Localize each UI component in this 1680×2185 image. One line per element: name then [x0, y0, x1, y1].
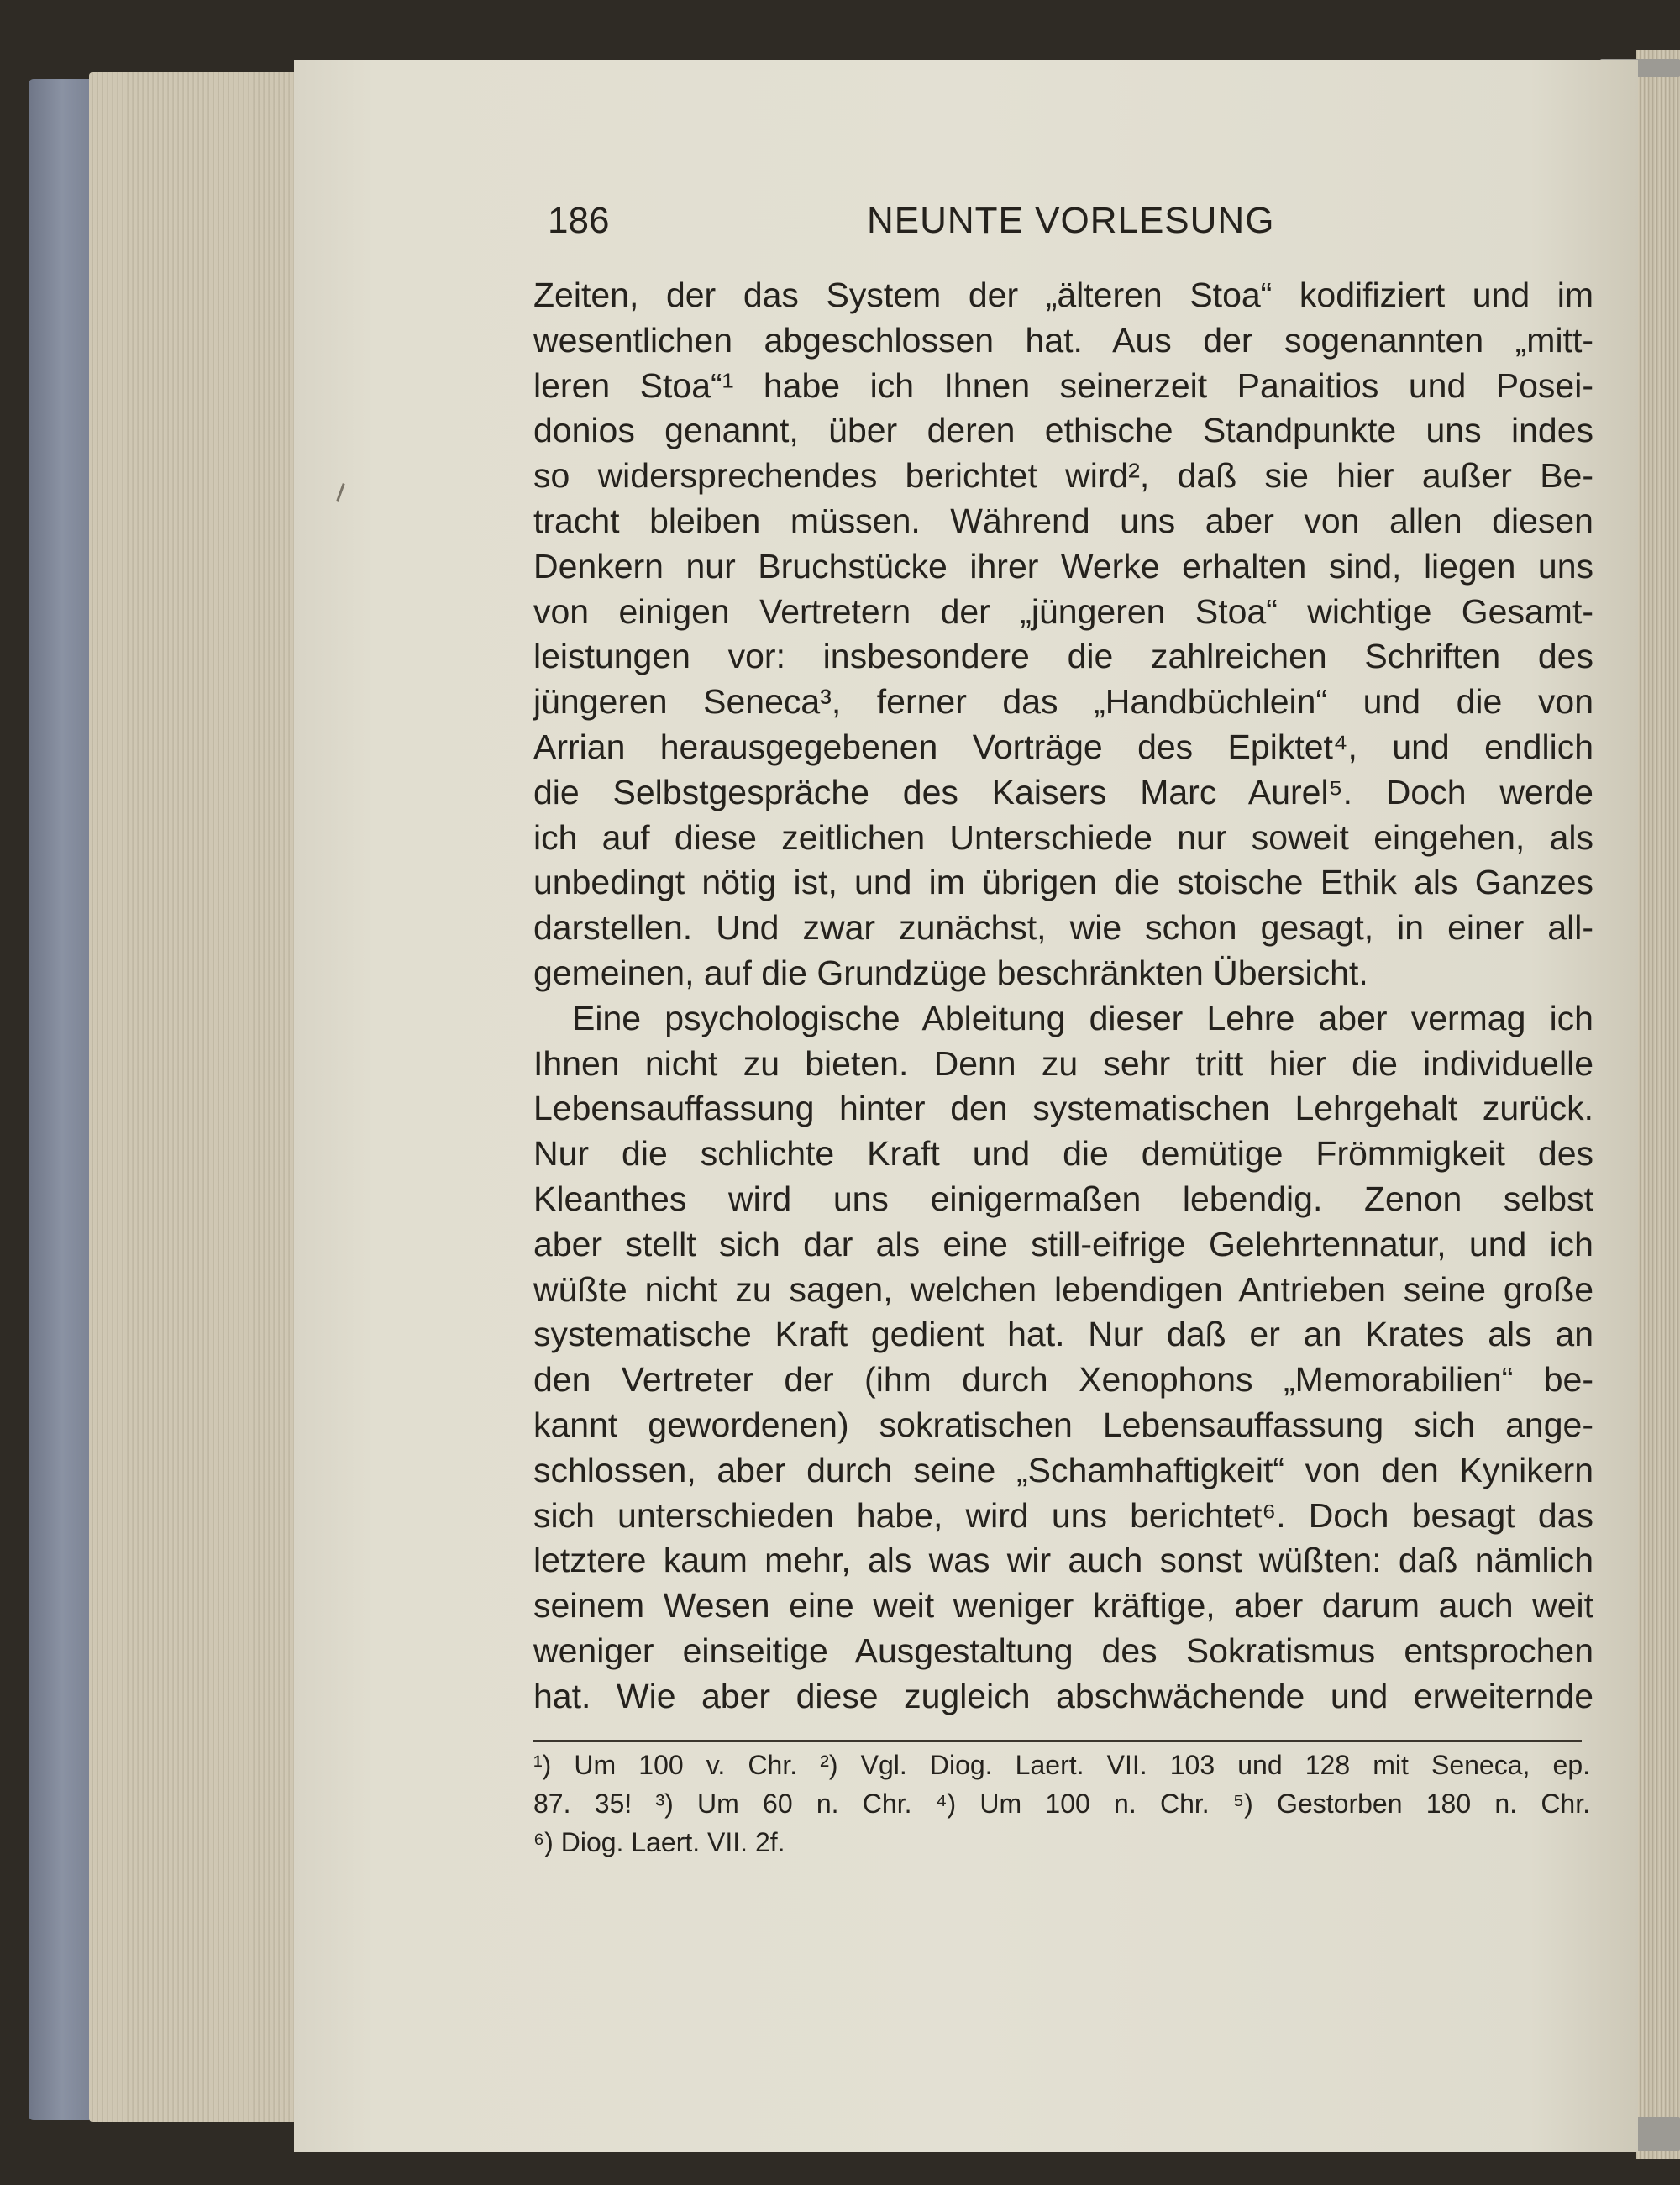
text-line: wesentlichen abgeschlossen hat. Aus der sogenannten „mitt- [533, 320, 1593, 360]
text-line: leren Stoa“¹ habe ich Ihnen seinerzeit Panaitios und Posei- [533, 365, 1593, 405]
page-number: 186 [548, 200, 610, 241]
text-line: hat. Wie aber diese zugleich abschwächende und erweiternde [533, 1676, 1593, 1715]
text-line: wüßte nicht zu sagen, welchen lebendigen Antrieben seine große [533, 1269, 1593, 1309]
text-line: tracht bleiben müssen. Während uns aber von allen diesen [533, 501, 1593, 540]
text-line: schlossen, aber durch seine „Schamhaftigkeit“ von den Kynikern [533, 1450, 1593, 1489]
text-line: weniger einseitige Ausgestaltung des Sokratismus entsprochen [533, 1631, 1593, 1670]
page-edges-left [89, 72, 307, 2122]
footnote-rule [533, 1740, 1582, 1742]
text-line: Eine psychologische Ableitung dieser Lehre aber vermag ich [572, 998, 1593, 1037]
text-line: donios genannt, über deren ethische Standpunkte uns indes [533, 411, 1593, 450]
text-line: seinem Wesen eine weit weniger kräftige, aber darum auch weit [533, 1586, 1593, 1626]
text-line: die Selbstgespräche des Kaisers Marc Aurel⁵. Doch werde [533, 772, 1593, 811]
text-line: so widersprechendes berichtet wird², daß sie hier außer Be- [533, 456, 1593, 496]
footnotes [533, 1746, 1590, 1862]
text-line: sich unterschieden habe, wird uns berichtet⁶. Doch besagt das [533, 1495, 1593, 1535]
text-line: Zeiten, der das System der „älteren Stoa“ kodifiziert und im [533, 276, 1593, 314]
footnote-line: ¹) Um 100 v. Chr. ²) Vgl. Diog. Laert. VII. 103 und 128 mit Seneca, ep. [533, 1750, 1590, 1780]
text-line: leistungen vor: insbesondere die zahlreichen Schriften des [533, 637, 1593, 676]
text-line: Lebensauffassung hinter den systematischen Lehrgehalt zurück. [533, 1089, 1593, 1128]
book-cover [29, 79, 96, 2120]
text-line: systematische Kraft gedient hat. Nur daß er an Krates als an [533, 1315, 1593, 1354]
text-line: Denkern nur Bruchstücke ihrer Werke erhalten sind, liegen uns [533, 546, 1593, 586]
text-line: darstellen. Und zwar zunächst, wie schon gesagt, in einer all- [533, 908, 1593, 948]
body-text [533, 273, 1593, 1720]
footnote-line: ⁶) Diog. Laert. VII. 2f. [533, 1827, 785, 1857]
text-line: Nur die schlichte Kraft und die demütige Frömmigkeit des [533, 1134, 1593, 1174]
text-line: Ihnen nicht zu bieten. Denn zu sehr tritt hier die individuelle [533, 1043, 1593, 1083]
running-head: NEUNTE VORLESUNG [867, 200, 1275, 241]
text-line: aber stellt sich dar als eine still-eifrige Gelehrtennatur, und ich [533, 1224, 1593, 1263]
text-line: ich auf diese zeitlichen Unterschiede nur soweit eingehen, als [533, 817, 1593, 857]
text-line: von einigen Vertretern der „jüngeren Stoa“ wichtige Gesamt- [533, 591, 1593, 631]
text-line: gemeinen, auf die Grundzüge beschränkten Übersicht. [533, 953, 1368, 992]
text-line: Kleanthes wird uns einigermaßen lebendig. Zenon selbst [533, 1179, 1593, 1218]
page-header [548, 200, 1598, 250]
page-edges-right [1636, 50, 1680, 2159]
text-line: jüngeren Seneca³, ferner das „Handbüchlein“ und die von [533, 682, 1593, 722]
text-line: Arrian herausgegebenen Vorträge des Epiktet⁴, und endlich [533, 727, 1593, 766]
footnote-line: 87. 35! ³) Um 60 n. Chr. ⁴) Um 100 n. Chr. ⁵) Gestorben 180 n. Chr. [533, 1788, 1590, 1819]
text-line: kannt gewordenen) sokratischen Lebensauffassung sich ange- [533, 1405, 1593, 1444]
text-line: letztere kaum mehr, als was wir auch sonst wüßten: daß nämlich [533, 1541, 1593, 1580]
text-line: unbedingt nötig ist, und im übrigen die stoische Ethik als Ganzes [533, 863, 1593, 902]
text-line: den Vertreter der (ihm durch Xenophons „Memorabilien“ be- [533, 1360, 1593, 1400]
